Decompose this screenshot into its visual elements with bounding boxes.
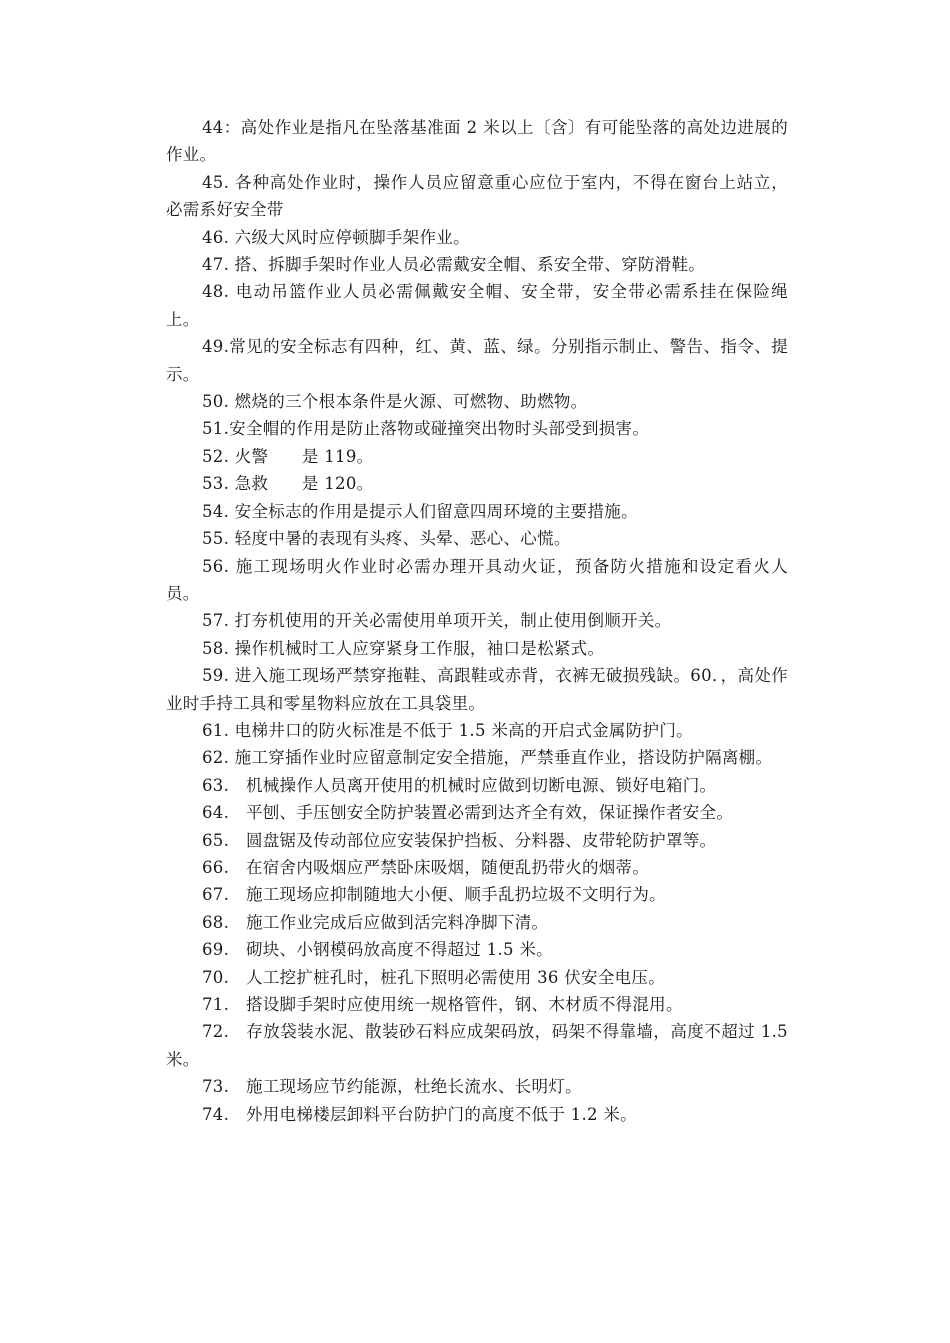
list-item: 73. 施工现场应节约能源，杜绝长流水、长明灯。 bbox=[202, 1077, 582, 1097]
list-item: 64. 平刨、手压刨安全防护装置必需到达齐全有效，保证操作者安全。 bbox=[202, 803, 734, 823]
list-item: 52. 火警 是 119。 bbox=[202, 446, 374, 466]
list-item: 72. 存放袋装水泥、散装砂石料应成架码放，码架不得靠墙，高度不超过 1.5 米。 bbox=[166, 1022, 788, 1069]
list-item: 61. 电梯井口的防火标准是不低于 1.5 米高的开启式金属防护门。 bbox=[202, 720, 693, 740]
list-item: 68. 施工作业完成后应做到活完料净脚下清。 bbox=[202, 912, 549, 932]
list-item: 67. 施工现场应抑制随地大小便、顺手乱扔垃圾不文明行为。 bbox=[202, 885, 666, 905]
list-item: 62. 施工穿插作业时应留意制定安全措施，严禁垂直作业，搭设防护隔离棚。 bbox=[202, 748, 773, 768]
list-item: 46. 六级大风时应停顿脚手架作业。 bbox=[202, 227, 470, 247]
list-item: 55. 轻度中暑的表现有头疼、头晕、恶心、心慌。 bbox=[202, 529, 571, 549]
list-item: 44：高处作业是指凡在坠落基准面 2 米以上〔含〕有可能坠落的高处边进展的作业。 bbox=[166, 118, 788, 165]
list-item: 54. 安全标志的作用是提示人们留意四周环境的主要措施。 bbox=[202, 501, 638, 521]
list-item: 53. 急救 是 120。 bbox=[202, 474, 374, 494]
list-item: 58. 操作机械时工人应穿紧身工作服，袖口是松紧式。 bbox=[202, 638, 605, 658]
list-item: 71. 搭设脚手架时应使用统一规格管件，钢、木材质不得混用。 bbox=[202, 995, 683, 1014]
list-item: 70. 人工挖扩桩孔时，桩孔下照明必需使用 36 伏安全电压。 bbox=[202, 967, 666, 987]
list-item: 57. 打夯机使用的开关必需使用单项开关，制止使用倒顺开关。 bbox=[202, 611, 672, 631]
list-item: 51.安全帽的作用是防止落物或碰撞突出物时头部受到损害。 bbox=[202, 419, 650, 439]
list-item: 45. 各种高处作业时，操作人员应留意重心应位于室内，不得在窗台上站立，必需系好安全带 bbox=[166, 172, 788, 220]
list-item: 49.常见的安全标志有四种，红、黄、蓝、绿。分别指示制止、警告、指令、提示。 bbox=[166, 337, 788, 384]
list-item: 74. 外用电梯楼层卸料平台防护门的高度不低于 1.2 米。 bbox=[202, 1104, 637, 1124]
list-item: 56. 施工现场明火作业时必需办理开具动火证，预备防火措施和设定看火人员。 bbox=[166, 556, 788, 603]
list-item: 59. 进入施工现场严禁穿拖鞋、高跟鞋或赤背，衣裤无破损残缺。60．，高处作业时手持工具和零星物料应放在工具袋里。 bbox=[166, 666, 788, 713]
list-item: 47. 搭、拆脚手架时作业人员必需戴安全帽、系安全带、穿防滑鞋。 bbox=[202, 255, 706, 275]
list-item: 69. 砌块、小钢模码放高度不得超过 1.5 米。 bbox=[202, 940, 553, 960]
list-item: 63. 机械操作人员离开使用的机械时应做到切断电源、锁好电箱门。 bbox=[202, 775, 717, 795]
list-item: 50. 燃烧的三个根本条件是火源、可燃物、助燃物。 bbox=[202, 392, 588, 412]
list-item: 65. 圆盘锯及传动部位应安装保护挡板、分料器、皮带轮防护罩等。 bbox=[202, 830, 717, 850]
document-body bbox=[166, 114, 788, 1128]
list-item: 48. 电动吊篮作业人员必需佩戴安全帽、安全带，安全带必需系挂在保险绳上。 bbox=[166, 282, 788, 329]
list-item: 66. 在宿舍内吸烟应严禁卧床吸烟，随便乱扔带火的烟蒂。 bbox=[202, 857, 650, 877]
